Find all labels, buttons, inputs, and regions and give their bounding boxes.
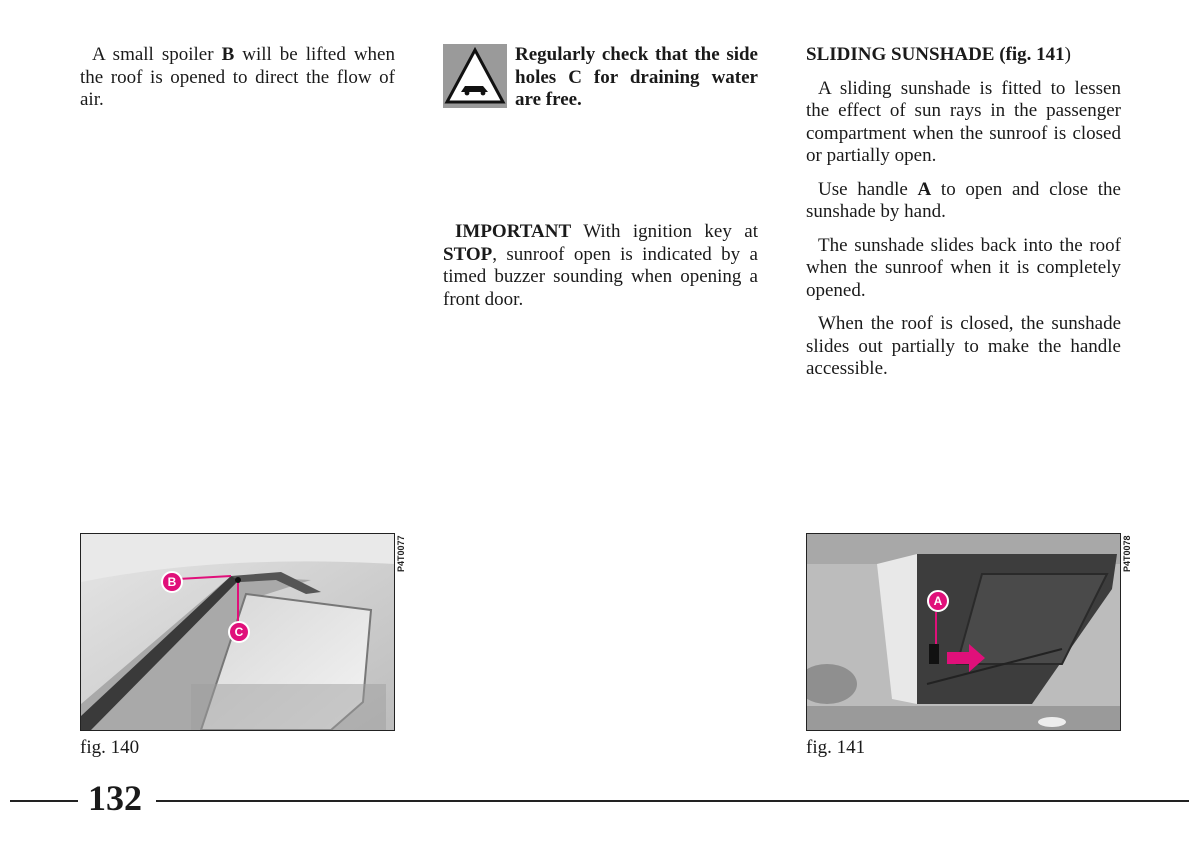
figure-140-image [80, 533, 395, 731]
paragraph-2 [806, 179, 1121, 224]
warning-block [443, 44, 758, 114]
callout-a-leader [935, 612, 937, 644]
figure-141-caption: fig. 141 [806, 737, 866, 758]
column-left [80, 44, 395, 123]
column-right [806, 44, 1121, 392]
text-span: Use handle [818, 178, 918, 200]
column-middle [443, 221, 758, 322]
heading-fig-ref: fig. 141 [1005, 44, 1065, 65]
important-paragraph [443, 221, 758, 311]
stop-label: STOP [443, 243, 493, 265]
paragraph-1: A sliding sunshade is fitted to lessen the effect of sun rays in the passenger compartment when the sunroof is closed or partially open. [806, 77, 1121, 166]
text-span: With ignition key at [571, 221, 758, 242]
section-heading [806, 44, 1121, 67]
callout-b: B [161, 571, 183, 593]
text-span: will be lifted when the roof is opened to direct the flow of air. [80, 44, 395, 110]
callout-a: A [927, 590, 949, 612]
paragraph-3: The sunshade slides back into the roof when the sunroof when it is completely opened. [806, 234, 1121, 301]
important-label: IMPORTANT [455, 221, 572, 242]
footer-rule-left [10, 800, 78, 802]
heading-text: SLIDING SUNSHADE ( [806, 44, 1006, 65]
warning-text: Regularly check that the side holes C for draining water are free. [515, 44, 758, 110]
figure-140-code: P4T0077 [396, 535, 406, 572]
bold-label-b: B [221, 44, 235, 65]
callout-c: C [228, 621, 250, 643]
warning-triangle-car-icon [443, 44, 507, 108]
text-span: A small spoiler [92, 44, 222, 65]
figure-141-code: P4T0078 [1122, 535, 1132, 572]
footer-rule-right [156, 800, 1189, 802]
text-span: to open and close the sunshade by hand. [806, 178, 1121, 222]
bold-label-a: A [917, 178, 932, 200]
figure-141-image [806, 533, 1121, 731]
spoiler-paragraph [80, 44, 395, 112]
page-number: 132 [88, 778, 142, 818]
text-span: , sunroof open is indicated by a timed buzzer sounding when opening a front door. [443, 243, 758, 310]
paragraph-4: When the roof is closed, the sunshade slides out partially to make the handle accessible. [806, 313, 1121, 379]
heading-paren: ) [1064, 44, 1071, 65]
figure-140-caption: fig. 140 [80, 737, 140, 758]
